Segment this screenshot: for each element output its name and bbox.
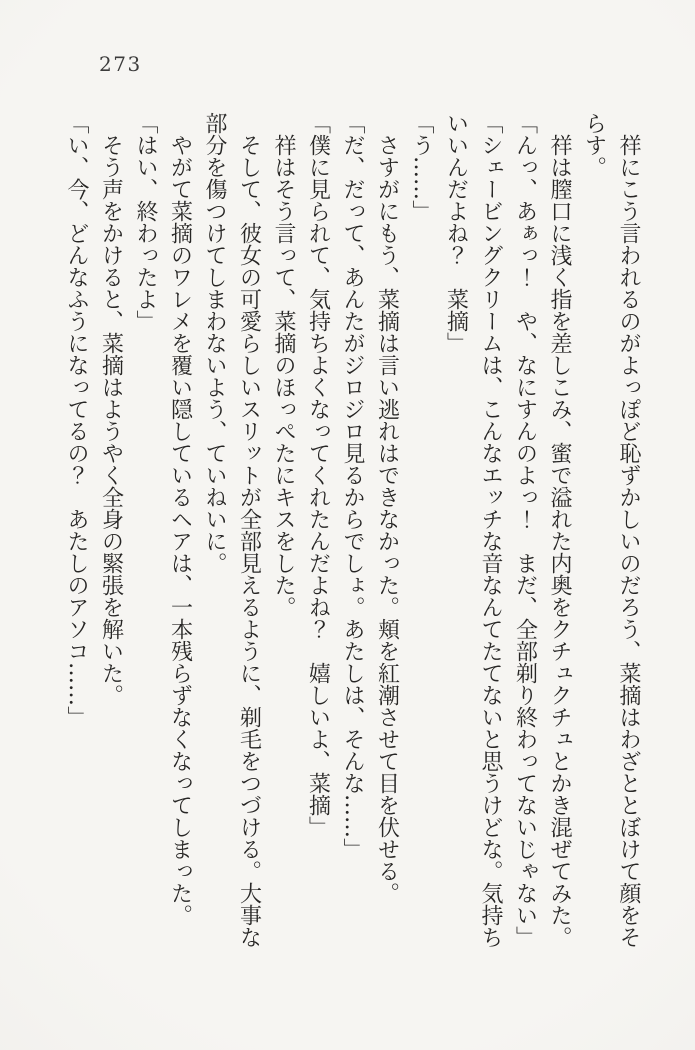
- paragraph: 「シェービングクリームは、こんなエッチな音なんてたてないと思うけどな。気持ちいいんだよね？ 菜摘」: [443, 112, 503, 948]
- paragraph: 「い、今、どんなふうになってるの？ あたしのアソコ……」: [64, 112, 89, 728]
- paragraph: 祥は膣口に浅く指を差しこみ、蜜で溢れた内奥をクチュクチュとかき混ぜてみた。: [547, 112, 572, 948]
- paragraph: 「僕に見られて、気持ちよくなってくれたんだよね？ 嬉しいよ、菜摘」: [305, 112, 331, 838]
- paragraph: 「んっ、あぁっ！ や、なにすんのよっ！ まだ、全部剃り終わってないじゃない」: [512, 112, 538, 948]
- paragraph: 「う……」: [409, 112, 434, 222]
- page-number: 273: [99, 52, 142, 76]
- paragraph: 祥はそう言って、菜摘のほっぺたにキスをした。: [271, 112, 296, 618]
- paragraph: そして、彼女の可愛らしいスリットが全部見えるように、剃毛をつづける。大事な部分を傷つけてしまわないよう、ていねいに。: [202, 112, 262, 948]
- paragraph: そう声をかけると、菜摘はようやく全身の緊張を解いた。: [98, 112, 124, 706]
- paragraph: 「だ、だって、あんたがジロジロ見るからでしょ。あたしは、そんな……」: [340, 112, 365, 860]
- body-text: [59, 112, 646, 948]
- paragraph: 「はい、終わったよ」: [133, 112, 158, 332]
- paragraph: 祥にこう言われるのがよっぽど恥ずかしいのだろう、菜摘はわざととぼけて顔をそらす。: [581, 112, 641, 948]
- paragraph: さすがにもう、菜摘は言い逃れはできなかった。頬を紅潮させて目を伏せる。: [374, 112, 400, 904]
- paragraph: やがて菜摘のワレメを覆い隠しているヘアは、一本残らずなくなってしまった。: [167, 112, 193, 926]
